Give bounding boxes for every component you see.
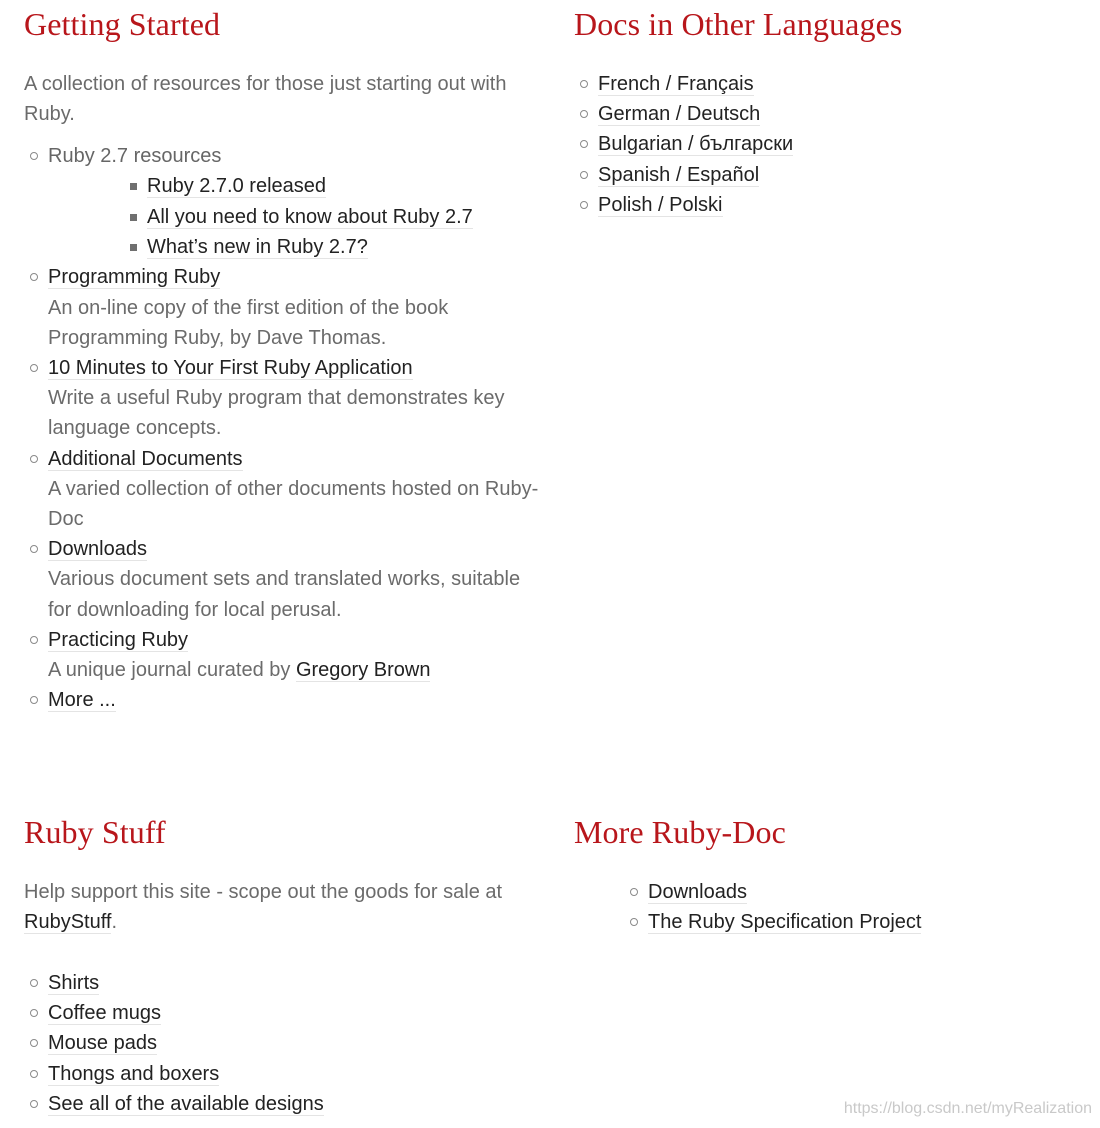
sublist-item <box>123 202 544 232</box>
list-item <box>574 129 1074 159</box>
sublist-item <box>123 171 544 201</box>
ruby-27-sublist <box>48 171 544 262</box>
more-ruby-doc-section <box>574 812 1074 937</box>
more-ruby-doc-list <box>574 877 1074 937</box>
ruby-stuff-list <box>24 968 544 1119</box>
getting-started-section <box>24 4 544 715</box>
ruby-stuff-section <box>24 812 544 1119</box>
ruby-stuff-intro-text: Help support this site - scope out the goods for sale at <box>24 881 503 903</box>
list-item-10-minutes <box>24 353 544 444</box>
sublist-item <box>123 232 544 262</box>
programming-ruby-desc: An on-line copy of the first edition of the book Programming Ruby, by Dave Thomas. <box>48 296 449 349</box>
list-item <box>574 190 1074 220</box>
rubystuff-link[interactable]: RubyStuff <box>24 911 112 933</box>
list-item <box>24 968 544 998</box>
getting-started-heading: Getting Started <box>24 6 221 42</box>
all-designs-link[interactable]: See all of the available designs <box>48 1092 324 1115</box>
gregory-brown-link[interactable]: Gregory Brown <box>295 659 431 682</box>
more-ruby-doc-heading: More Ruby-Doc <box>574 814 786 850</box>
polish-link[interactable]: Polish / Polski <box>598 193 723 216</box>
list-item <box>24 1028 544 1058</box>
additional-documents-link[interactable]: Additional Documents <box>48 447 243 470</box>
thongs-boxers-link[interactable]: Thongs and boxers <box>48 1062 220 1085</box>
more-link[interactable]: More ... <box>48 689 116 712</box>
list-item-practicing-ruby <box>24 625 544 685</box>
ruby-27-resources-label: Ruby 2.7 resources <box>48 145 222 167</box>
docs-other-languages-heading: Docs in Other Languages <box>574 6 903 42</box>
practicing-ruby-link[interactable]: Practicing Ruby <box>48 628 189 651</box>
shirts-link[interactable]: Shirts <box>48 972 100 994</box>
list-item-additional-documents <box>24 444 544 535</box>
watermark: https://blog.csdn.net/myRealization <box>843 1100 1092 1117</box>
ruby-27-need-to-know-link[interactable]: All you need to know about Ruby 2.7 <box>147 205 473 228</box>
list-item-more <box>24 685 544 715</box>
bulgarian-link[interactable]: Bulgarian / български <box>598 133 794 156</box>
programming-ruby-link[interactable]: Programming Ruby <box>48 266 221 289</box>
ruby-stuff-intro-suffix: . <box>111 911 118 933</box>
list-item-ruby-27-resources <box>24 141 544 262</box>
practicing-ruby-desc <box>48 655 544 685</box>
ten-minutes-link[interactable]: 10 Minutes to Your First Ruby Application <box>48 357 413 380</box>
list-item <box>574 69 1074 99</box>
ruby-stuff-intro <box>24 877 524 937</box>
more-downloads-link[interactable]: Downloads <box>648 881 747 903</box>
docs-other-languages-section <box>574 4 1074 220</box>
practicing-ruby-desc-text: A unique journal curated by <box>48 659 296 682</box>
downloads-link[interactable]: Downloads <box>48 538 147 561</box>
list-item <box>24 998 544 1028</box>
downloads-desc: Various document sets and translated works, suitable for downloading for local perusal. <box>48 568 521 621</box>
ruby-spec-project-link[interactable]: The Ruby Specification Project <box>648 911 922 934</box>
getting-started-list <box>24 141 544 715</box>
list-item <box>574 160 1074 190</box>
list-item <box>574 99 1074 129</box>
getting-started-intro: A collection of resources for those just starting out with Ruby. <box>24 73 507 125</box>
spanish-link[interactable]: Spanish / Español <box>598 163 760 186</box>
ten-minutes-desc: Write a useful Ruby program that demonstrates key language concepts. <box>48 387 505 440</box>
languages-list <box>574 69 1074 220</box>
french-link[interactable]: French / Français <box>598 73 754 95</box>
list-item-downloads <box>24 534 544 625</box>
ruby-stuff-heading: Ruby Stuff <box>24 814 166 850</box>
ruby-27-whats-new-link[interactable]: What’s new in Ruby 2.7? <box>147 236 368 259</box>
additional-documents-desc: A varied collection of other documents hosted on Ruby-Doc <box>48 477 539 531</box>
mouse-pads-link[interactable]: Mouse pads <box>48 1032 157 1055</box>
list-item <box>624 907 1074 937</box>
german-link[interactable]: German / Deutsch <box>598 103 761 126</box>
list-item <box>624 877 1074 907</box>
list-item <box>24 1059 544 1089</box>
coffee-mugs-link[interactable]: Coffee mugs <box>48 1002 162 1025</box>
list-item-programming-ruby <box>24 262 544 353</box>
ruby-270-released-link[interactable]: Ruby 2.7.0 released <box>147 175 327 198</box>
list-item <box>24 1089 544 1119</box>
